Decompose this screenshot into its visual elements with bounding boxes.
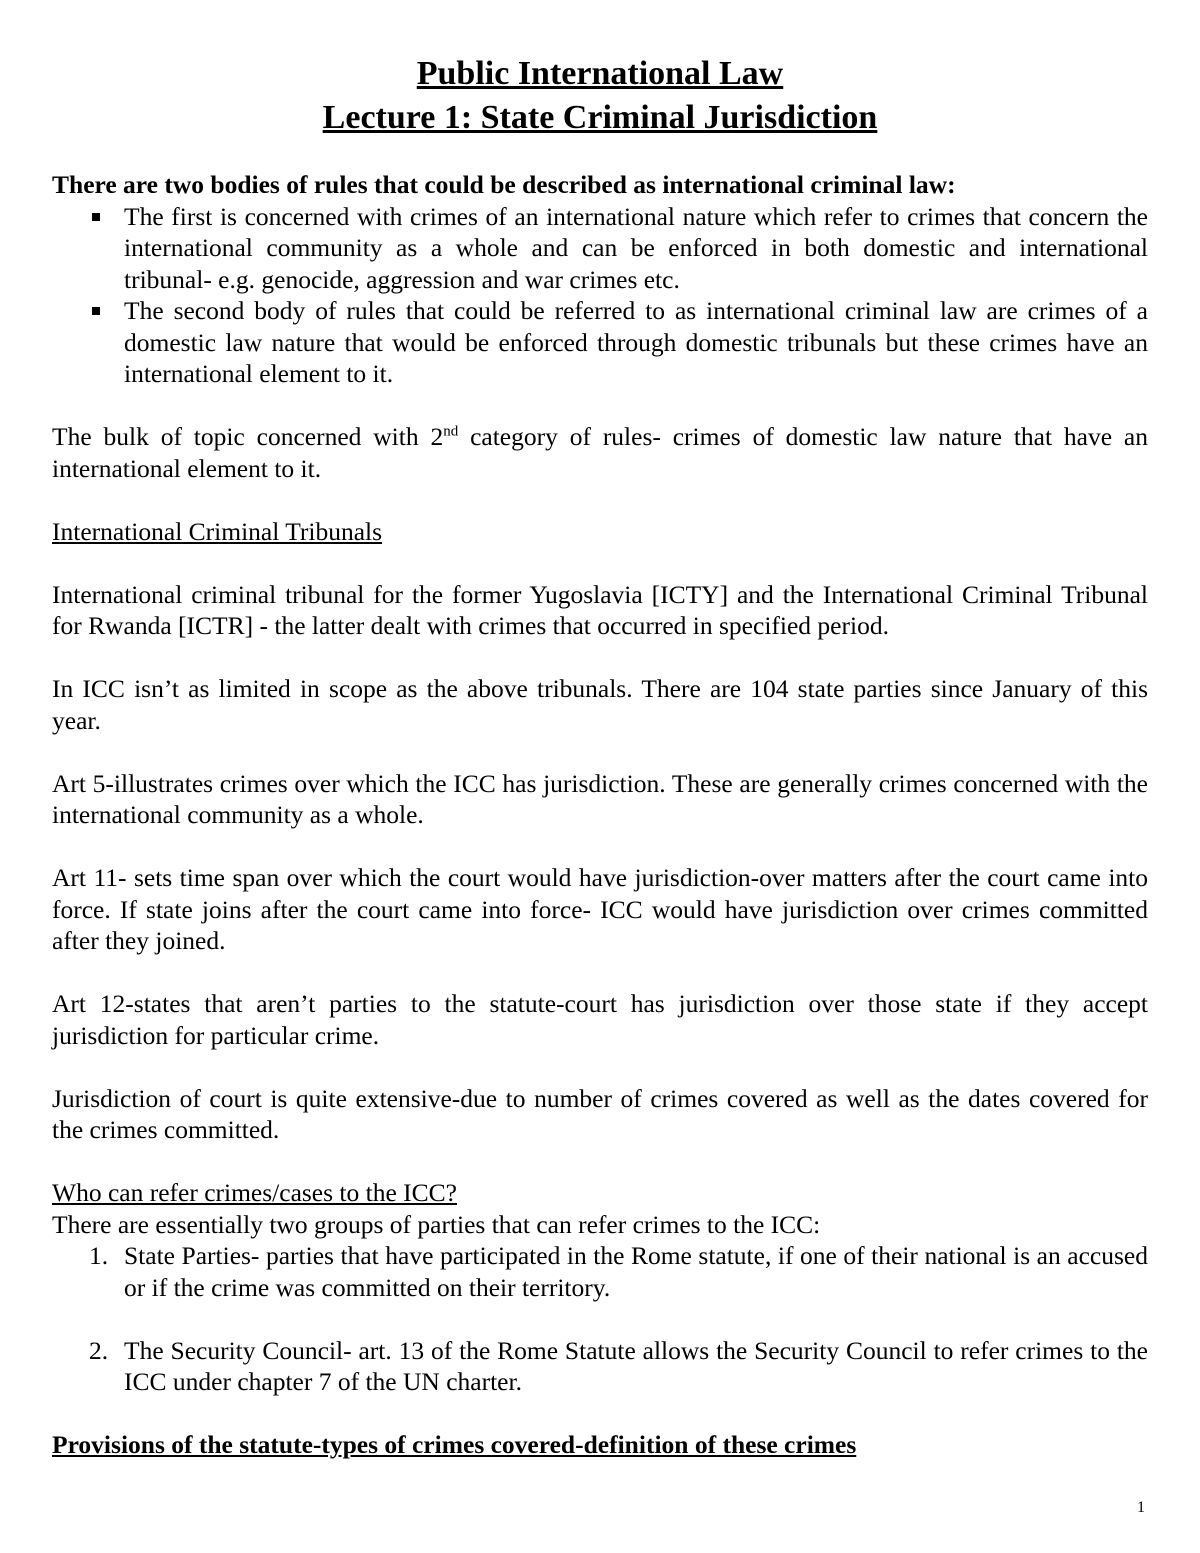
list-item xyxy=(52,295,1148,390)
numbered-list xyxy=(52,1240,1148,1398)
section-intro: There are essentially two groups of parties that can refer crimes to the ICC: xyxy=(52,1209,821,1239)
section-heading-tribunals xyxy=(52,516,1148,548)
square-bullet-icon xyxy=(92,307,100,315)
intro-heading: There are two bodies of rules that could be described as international criminal law: xyxy=(52,170,956,199)
paragraph: Art 12-states that aren’t parties to the statute-court has jurisdiction over those state if they accept jurisdiction for particular crime. xyxy=(52,989,1148,1050)
section-heading-text: International Criminal Tribunals xyxy=(52,516,383,546)
paragraph: Jurisdiction of court is quite extensive-due to number of crimes covered as well as the dates covered for the crimes committed. xyxy=(52,1083,1148,1144)
paragraph: In ICC isn’t as limited in scope as the above tribunals. There are 104 state parties since January of this year. xyxy=(52,674,1148,735)
square-bullet-icon xyxy=(92,213,100,221)
section-heading-referral xyxy=(52,1177,1148,1209)
list-item xyxy=(52,1335,1148,1398)
document-page xyxy=(52,52,1148,1461)
list-item-text: The second body of rules that could be referred to as international criminal law are crimes of a domestic law nature that would be enforced through domestic tribunals but these crimes have an international element to it. xyxy=(124,296,1148,388)
list-item xyxy=(52,1240,1148,1303)
page-number: 1 xyxy=(1137,1499,1145,1516)
list-number: 2. xyxy=(89,1335,109,1365)
section-heading-provisions xyxy=(52,1429,1148,1461)
list-item-text: State Parties- parties that have participated in the Rome statute, if one of their national is an accused or if the crime was committed on their territory. xyxy=(124,1241,1148,1302)
bulk-paragraph-start: The bulk of topic concerned with 2 xyxy=(52,422,444,451)
document-subtitle: Lecture 1: State Criminal Jurisdiction xyxy=(322,99,878,136)
bulk-paragraph-end: category of rules- crimes of domestic law nature that have an international element to it. xyxy=(52,422,1148,483)
paragraph: Art 11- sets time span over which the court would have jurisdiction-over matters after the court came into force. If state joins after the court came into force- ICC would have jurisdiction over crimes committed after they joined. xyxy=(52,863,1148,955)
document-title: Public International Law xyxy=(416,55,784,92)
list-number: 1. xyxy=(89,1241,109,1270)
section-heading-text: Who can refer crimes/cases to the ICC? xyxy=(52,1178,457,1207)
ordinal-superscript: nd xyxy=(443,423,459,440)
bulk-paragraph xyxy=(52,421,1148,484)
paragraph: Art 5-illustrates crimes over which the ICC has jurisdiction. These are generally crimes concerned with the international community as a whole. xyxy=(52,768,1148,829)
list-item xyxy=(52,201,1148,296)
list-item-text: The Security Council- art. 13 of the Rome Statute allows the Security Council to refer crimes to the ICC under chapter 7 of the UN charter. xyxy=(124,1335,1148,1396)
paragraph: International criminal tribunal for the former Yugoslavia [ICTY] and the International Criminal Tribunal for Rwanda [ICTR] - the latter dealt with crimes that occurred in specified period. xyxy=(52,579,1148,640)
list-item-text: The first is concerned with crimes of an international nature which refer to crimes that concern the international community as a whole and can be enforced in both domestic and international tribunal- e.g. genocide, aggression and war crimes etc. xyxy=(124,201,1148,294)
section-heading-text: Provisions of the statute-types of crimes covered-definition of these crimes xyxy=(52,1430,857,1459)
bullet-list xyxy=(52,201,1148,390)
